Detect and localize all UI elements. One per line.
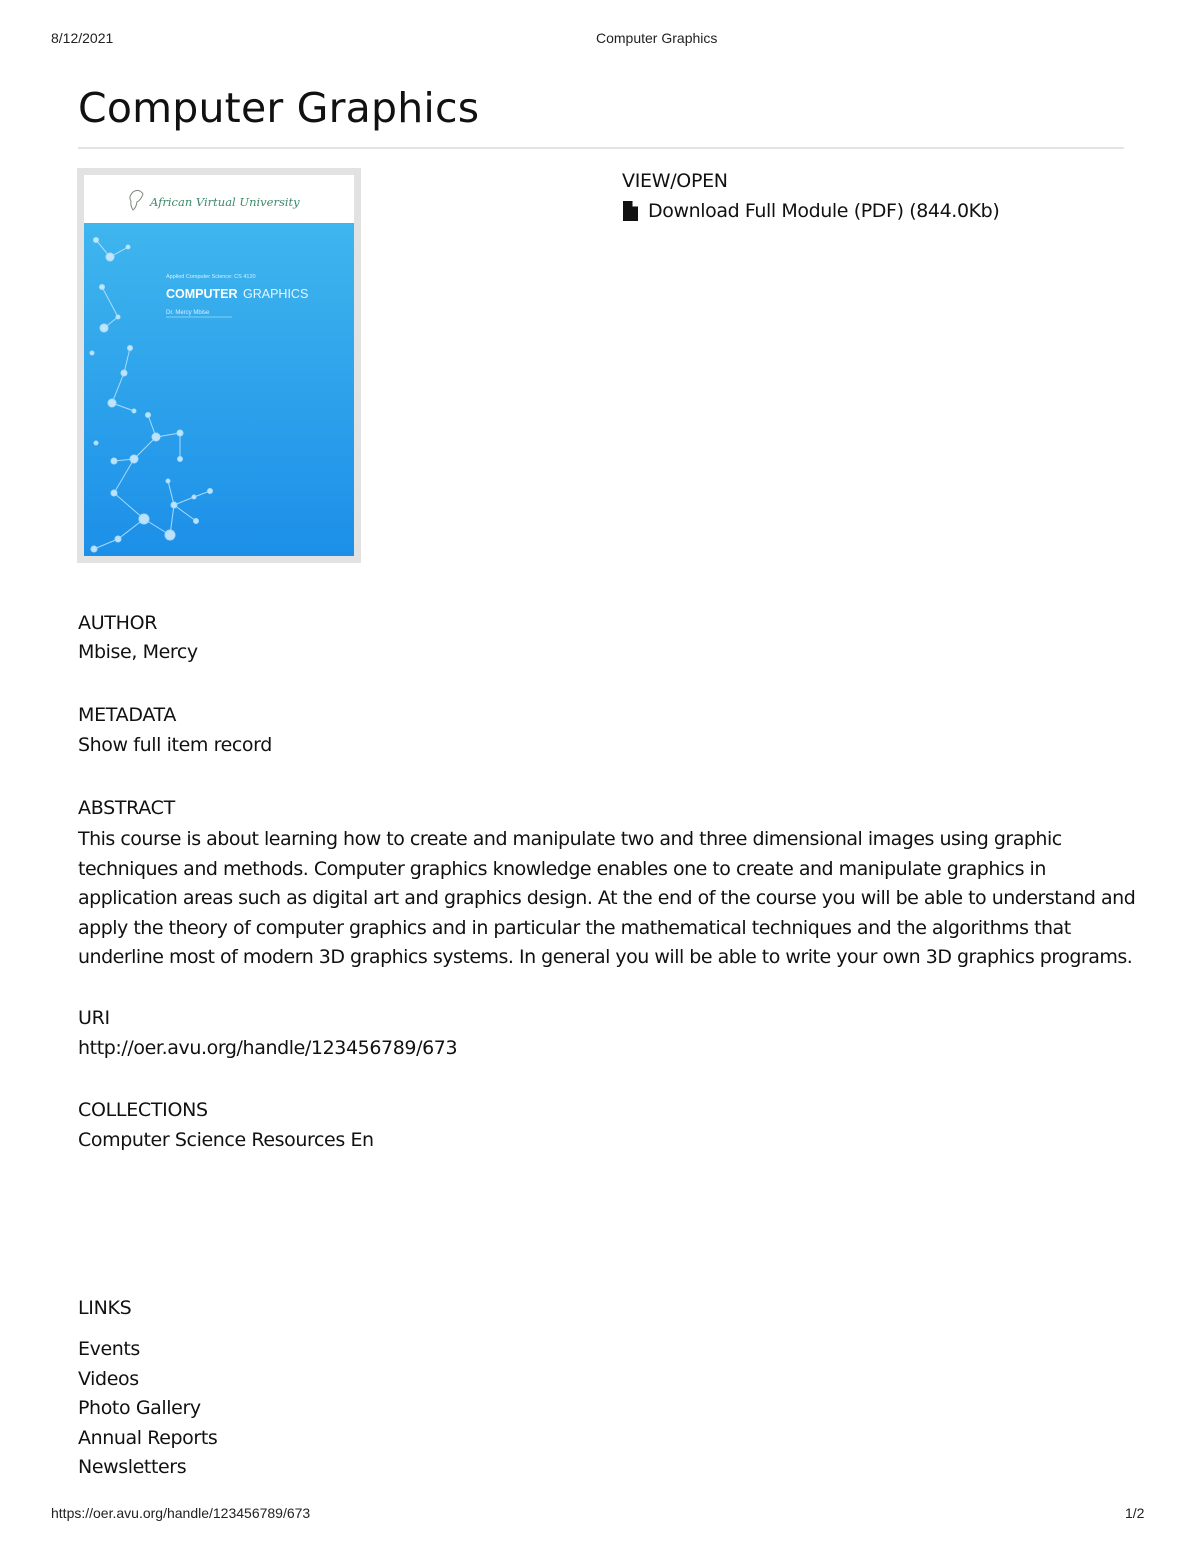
print-page-number: 1/2 [1125, 1505, 1145, 1521]
cover-series: Applied Computer Science: CS 4120 [166, 274, 256, 280]
link-newsletters[interactable]: Newsletters [78, 1456, 187, 1478]
link-photo-gallery[interactable]: Photo Gallery [78, 1397, 201, 1419]
print-date: 8/12/2021 [51, 30, 114, 46]
uri-label: URI [78, 1007, 110, 1029]
link-events[interactable]: Events [78, 1338, 140, 1360]
download-link-text: Download Full Module (PDF) (844.0Kb) [648, 200, 1000, 222]
cover-publisher: African Virtual University [150, 195, 300, 209]
download-link[interactable] [622, 200, 999, 222]
collection-link[interactable]: Computer Science Resources En [78, 1129, 374, 1151]
print-title: Computer Graphics [596, 30, 718, 46]
abstract-label: ABSTRACT [78, 797, 175, 819]
author-label: AUTHOR [78, 612, 158, 634]
file-icon [622, 200, 639, 222]
cover-thumbnail[interactable] [77, 168, 361, 563]
cover-artwork [84, 175, 354, 556]
print-header [0, 30, 1200, 50]
cover-author: Dr. Mercy Mbise [166, 310, 210, 316]
title-divider [78, 147, 1124, 149]
author-name: Mbise, Mercy [78, 641, 198, 663]
page-title: Computer Graphics [78, 84, 480, 132]
link-videos[interactable]: Videos [78, 1367, 139, 1390]
print-url: https://oer.avu.org/handle/123456789/673 [51, 1505, 311, 1521]
uri-link[interactable]: http://oer.avu.org/handle/123456789/673 [78, 1037, 458, 1059]
link-annual-reports[interactable]: Annual Reports [78, 1426, 218, 1449]
links-list [78, 1335, 217, 1483]
show-full-record-link[interactable]: Show full item record [78, 734, 272, 756]
print-footer [0, 1505, 1200, 1525]
cover-image [84, 175, 354, 556]
metadata-label: METADATA [78, 704, 177, 726]
abstract-text: This course is about learning how to create and manipulate two and three dimensional images using graphic techniques and methods. Computer graphics knowledge enables one to create and manipulate graphics in application areas such as digital art and graphics design. At the end of the course you will be able to understand and apply the theory of computer graphics and in particular the mathematical techniques and the algorithms that underline most of modern 3D graphics systems. In general you will be able to write your own 3D graphics programs. [78, 828, 1136, 968]
author-link[interactable] [78, 641, 198, 663]
cover-title-strong: COMPUTER [166, 287, 238, 301]
collections-label: COLLECTIONS [78, 1099, 208, 1121]
cover-title-light: GRAPHICS [243, 287, 309, 301]
view-open-label: VIEW/OPEN [622, 170, 728, 192]
links-label: LINKS [78, 1297, 132, 1319]
